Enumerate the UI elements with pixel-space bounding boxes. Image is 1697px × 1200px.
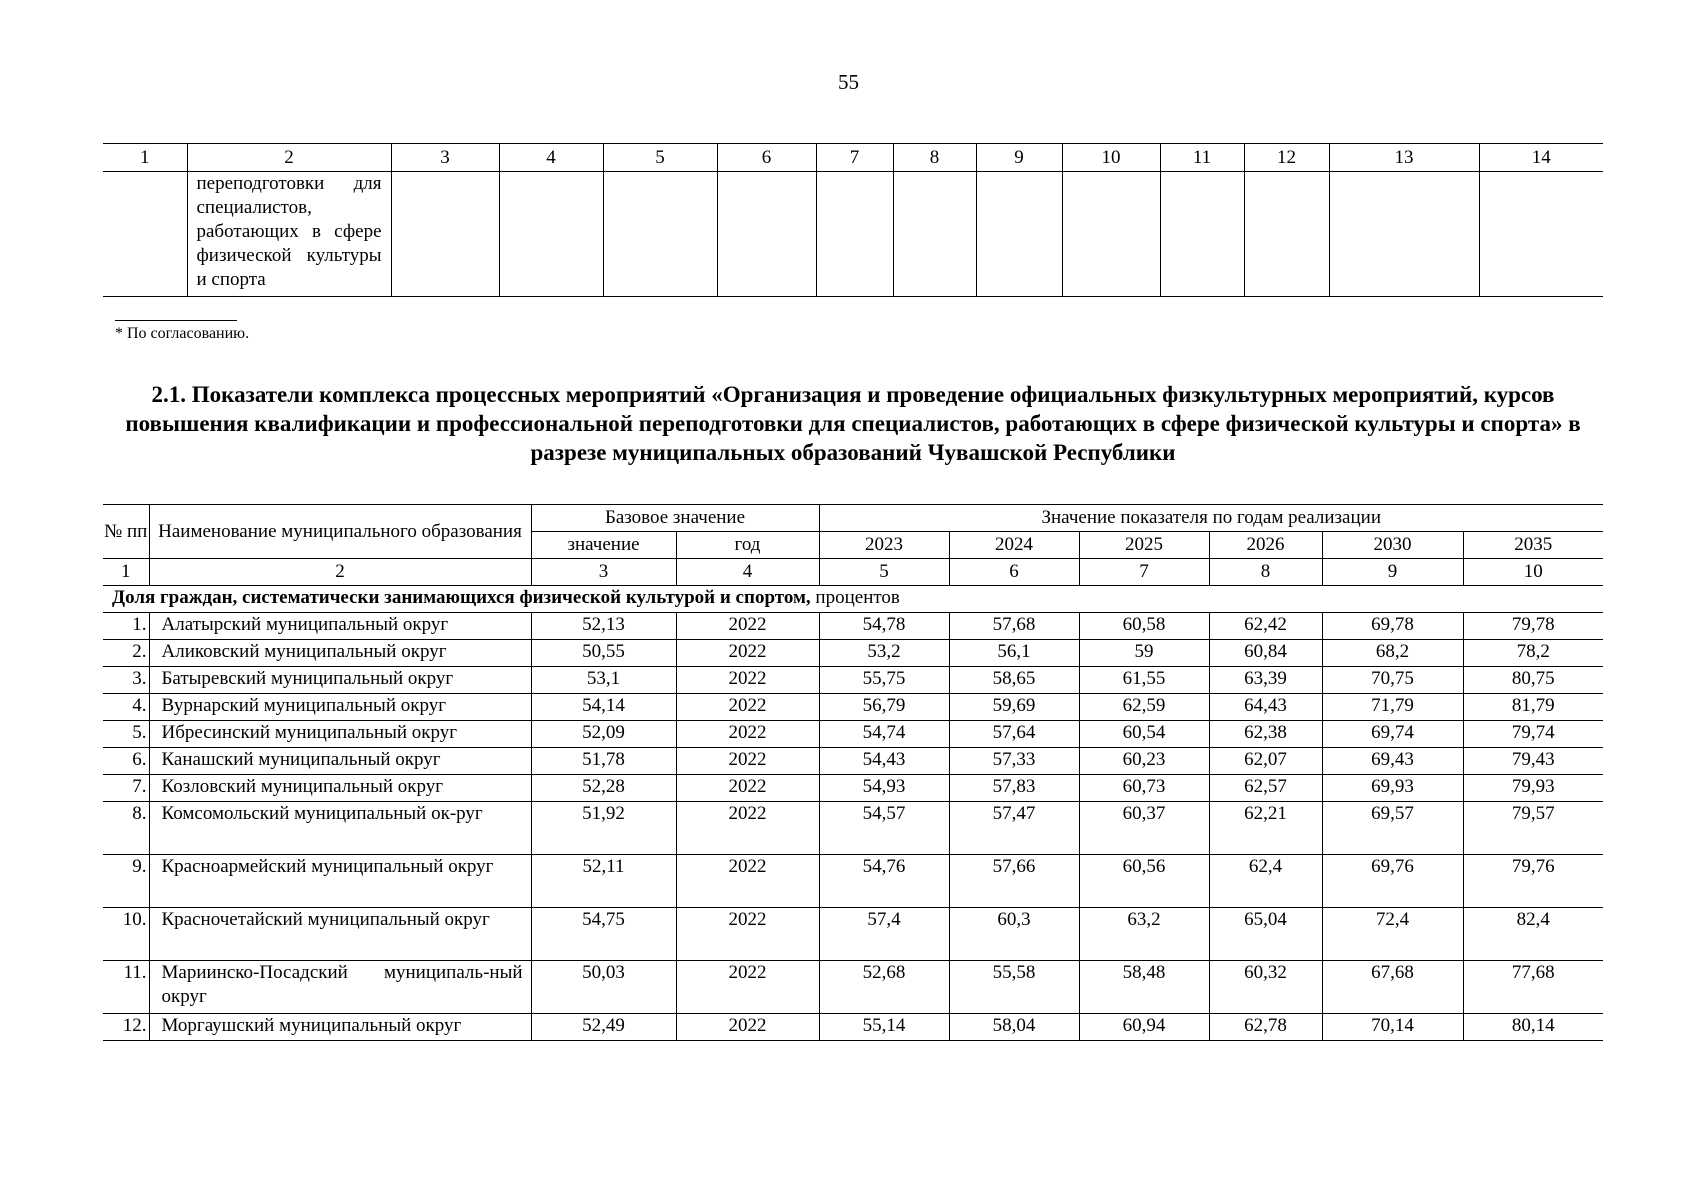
cell-y2026: 60,84	[1209, 640, 1322, 667]
cell-y2035: 81,79	[1463, 694, 1603, 721]
cell-y2026: 62,38	[1209, 721, 1322, 748]
header-year-2026: 2026	[1209, 532, 1322, 559]
indicator-unit: процентов	[810, 587, 900, 608]
cell-year: 2022	[676, 775, 819, 802]
column-number-cell: 13	[1329, 144, 1479, 172]
cell-y2030: 72,4	[1322, 908, 1463, 961]
column-number-cell: 8	[893, 144, 976, 172]
cell-value: 52,11	[531, 855, 676, 908]
section-title: 2.1. Показатели комплекса процессных мероприятий «Организация и проведение официальных физкультурных мероприятий, курсов повышения квалификации и профессиональной переподготовки для специалистов, работающих в сфере физической культуры и спорта» в разрезе муниципальных образований Чувашской Республики	[125, 382, 1581, 465]
cell-y2030: 67,68	[1322, 961, 1463, 1014]
footnote: * По согласованию.	[115, 325, 250, 342]
cell-y2024: 57,68	[949, 613, 1079, 640]
cell-y2024: 55,58	[949, 961, 1079, 1014]
column-number-cell: 1	[103, 144, 187, 172]
cell-name: Мариинско-Посадский муниципаль-ный округ	[149, 961, 531, 1014]
table-row	[103, 721, 1603, 748]
cell-y2025: 60,94	[1079, 1014, 1209, 1041]
header-name: Наименование муниципального образования	[149, 505, 531, 559]
table-row	[103, 613, 1603, 640]
cell-name: Комсомольский муниципальный ок-руг	[149, 802, 531, 855]
cell-value: 53,1	[531, 667, 676, 694]
cell-y2025: 62,59	[1079, 694, 1209, 721]
table-row	[103, 775, 1603, 802]
cell-year: 2022	[676, 667, 819, 694]
cell-y2030: 69,74	[1322, 721, 1463, 748]
cell-y2023: 56,79	[819, 694, 949, 721]
header-year-2030: 2030	[1322, 532, 1463, 559]
cell-y2023: 53,2	[819, 640, 949, 667]
cell-name: Вурнарский муниципальный округ	[149, 694, 531, 721]
cell-y2026: 62,21	[1209, 802, 1322, 855]
table-row	[103, 908, 1603, 961]
cell-y2026: 62,07	[1209, 748, 1322, 775]
cell-y2026: 63,39	[1209, 667, 1322, 694]
cell-num: 8.	[103, 802, 149, 855]
column-number-cell: 5	[603, 144, 717, 172]
cell-y2023: 54,57	[819, 802, 949, 855]
cell-year: 2022	[676, 1014, 819, 1041]
cell-num: 12.	[103, 1014, 149, 1041]
indicator-name: Доля граждан, систематически занимающихся физической культурой и спортом,	[112, 587, 811, 608]
cell-year: 2022	[676, 908, 819, 961]
cell-y2024: 56,1	[949, 640, 1079, 667]
cell-year: 2022	[676, 802, 819, 855]
header-year-2035: 2035	[1463, 532, 1603, 559]
cell-y2035: 80,14	[1463, 1014, 1603, 1041]
cell-y2025: 58,48	[1079, 961, 1209, 1014]
cell-year: 2022	[676, 721, 819, 748]
cell-y2023: 57,4	[819, 908, 949, 961]
cell-y2025: 63,2	[1079, 908, 1209, 961]
cell-y2030: 69,57	[1322, 802, 1463, 855]
cell-y2024: 60,3	[949, 908, 1079, 961]
column-number-cell: 5	[819, 559, 949, 586]
cell-y2024: 57,83	[949, 775, 1079, 802]
cell-y2024: 57,33	[949, 748, 1079, 775]
cell-y2024: 57,66	[949, 855, 1079, 908]
cell-y2023: 54,43	[819, 748, 949, 775]
cell-y2024: 58,04	[949, 1014, 1079, 1041]
cell-y2025: 60,58	[1079, 613, 1209, 640]
column-number-cell: 3	[391, 144, 499, 172]
cell-y2023: 54,74	[819, 721, 949, 748]
header-row-1	[103, 505, 1603, 532]
cell-y2026: 62,42	[1209, 613, 1322, 640]
column-number-cell: 6	[949, 559, 1079, 586]
cell-y2025: 59	[1079, 640, 1209, 667]
cell-num: 4.	[103, 694, 149, 721]
cell-num: 9.	[103, 855, 149, 908]
column-number-cell: 7	[1079, 559, 1209, 586]
cell-y2025: 61,55	[1079, 667, 1209, 694]
cell-value: 52,13	[531, 613, 676, 640]
footnote-divider	[115, 320, 237, 321]
column-number-cell: 14	[1479, 144, 1603, 172]
column-number-cell: 4	[499, 144, 603, 172]
column-number-cell: 8	[1209, 559, 1322, 586]
cell-y2035: 80,75	[1463, 667, 1603, 694]
cell-y2035: 79,78	[1463, 613, 1603, 640]
header-year-2024: 2024	[949, 532, 1079, 559]
cell-y2030: 69,78	[1322, 613, 1463, 640]
continuation-table	[103, 143, 1603, 297]
header-year-2023: 2023	[819, 532, 949, 559]
cell-value: 54,14	[531, 694, 676, 721]
cell-y2035: 79,57	[1463, 802, 1603, 855]
cell-y2026: 65,04	[1209, 908, 1322, 961]
table-row	[103, 748, 1603, 775]
cell-y2035: 79,74	[1463, 721, 1603, 748]
cell-y2035: 79,76	[1463, 855, 1603, 908]
column-number-cell: 11	[1160, 144, 1244, 172]
column-number-cell: 10	[1463, 559, 1603, 586]
cell-value: 52,09	[531, 721, 676, 748]
cell-y2023: 54,78	[819, 613, 949, 640]
column-number-cell: 6	[717, 144, 816, 172]
cell-y2030: 68,2	[1322, 640, 1463, 667]
cell-y2035: 82,4	[1463, 908, 1603, 961]
cell-y2035: 78,2	[1463, 640, 1603, 667]
cell-y2026: 60,32	[1209, 961, 1322, 1014]
cell-num: 5.	[103, 721, 149, 748]
cell-y2023: 52,68	[819, 961, 949, 1014]
indicators-table	[103, 504, 1603, 1041]
cell-value: 51,78	[531, 748, 676, 775]
cell-year: 2022	[676, 748, 819, 775]
continuation-row	[103, 172, 1603, 297]
cell-name: Ибресинский муниципальный округ	[149, 721, 531, 748]
column-number-cell: 3	[531, 559, 676, 586]
cell-year: 2022	[676, 613, 819, 640]
cell-y2024: 59,69	[949, 694, 1079, 721]
table-row	[103, 802, 1603, 855]
cell-num: 7.	[103, 775, 149, 802]
indicator-row	[103, 586, 1603, 613]
column-number-cell: 9	[1322, 559, 1463, 586]
cell-y2024: 58,65	[949, 667, 1079, 694]
cell-year: 2022	[676, 694, 819, 721]
header-base: Базовое значение	[531, 505, 819, 532]
cell-y2023: 55,75	[819, 667, 949, 694]
column-number-cell: 4	[676, 559, 819, 586]
cell-name: Красноармейский муниципальный округ	[149, 855, 531, 908]
cell-y2030: 70,75	[1322, 667, 1463, 694]
cell-value: 52,49	[531, 1014, 676, 1041]
cell-y2030: 69,93	[1322, 775, 1463, 802]
continuation-text: переподготовки для специалистов, работающих в сфере физической культуры и спорта	[187, 172, 391, 297]
column-number-cell: 12	[1244, 144, 1329, 172]
cell-value: 50,03	[531, 961, 676, 1014]
cell-y2025: 60,73	[1079, 775, 1209, 802]
cell-y2030: 69,43	[1322, 748, 1463, 775]
cell-y2035: 79,93	[1463, 775, 1603, 802]
cell-y2026: 62,78	[1209, 1014, 1322, 1041]
table-row	[103, 694, 1603, 721]
table-row	[103, 667, 1603, 694]
cell-y2025: 60,37	[1079, 802, 1209, 855]
header-years-group: Значение показателя по годам реализации	[819, 505, 1603, 532]
table-row	[103, 855, 1603, 908]
column-number-row	[103, 144, 1603, 172]
cell-y2024: 57,47	[949, 802, 1079, 855]
cell-year: 2022	[676, 855, 819, 908]
cell-num: 3.	[103, 667, 149, 694]
page-number: 55	[838, 70, 859, 94]
cell-name: Моргаушский муниципальный округ	[149, 1014, 531, 1041]
column-number-cell: 7	[816, 144, 893, 172]
cell-name: Аликовский муниципальный округ	[149, 640, 531, 667]
cell-value: 50,55	[531, 640, 676, 667]
cell-y2030: 69,76	[1322, 855, 1463, 908]
cell-num: 1.	[103, 613, 149, 640]
column-number-cell: 2	[149, 559, 531, 586]
cell-name: Батыревский муниципальный округ	[149, 667, 531, 694]
header-base-year: год	[676, 532, 819, 559]
cell-y2035: 77,68	[1463, 961, 1603, 1014]
cell-y2023: 54,93	[819, 775, 949, 802]
cell-num: 2.	[103, 640, 149, 667]
cell-year: 2022	[676, 640, 819, 667]
header-base-value: значение	[531, 532, 676, 559]
cell-year: 2022	[676, 961, 819, 1014]
header-num: № пп	[103, 505, 149, 559]
cell-value: 52,28	[531, 775, 676, 802]
cell-num: 11.	[103, 961, 149, 1014]
cell-y2026: 62,57	[1209, 775, 1322, 802]
cell-value: 51,92	[531, 802, 676, 855]
cell-name: Козловский муниципальный округ	[149, 775, 531, 802]
table-row	[103, 1014, 1603, 1041]
column-number-cell: 2	[187, 144, 391, 172]
cell-y2026: 62,4	[1209, 855, 1322, 908]
cell-name: Алатырский муниципальный округ	[149, 613, 531, 640]
cell-y2023: 55,14	[819, 1014, 949, 1041]
cell-y2023: 54,76	[819, 855, 949, 908]
column-number-cell: 9	[976, 144, 1062, 172]
column-number-row	[103, 559, 1603, 586]
cell-value: 54,75	[531, 908, 676, 961]
cell-y2026: 64,43	[1209, 694, 1322, 721]
cell-y2025: 60,56	[1079, 855, 1209, 908]
table-row	[103, 640, 1603, 667]
table-row	[103, 961, 1603, 1014]
cell-num: 6.	[103, 748, 149, 775]
cell-y2030: 70,14	[1322, 1014, 1463, 1041]
cell-y2024: 57,64	[949, 721, 1079, 748]
cell-name: Канашский муниципальный округ	[149, 748, 531, 775]
header-year-2025: 2025	[1079, 532, 1209, 559]
cell-name: Красночетайский муниципальный округ	[149, 908, 531, 961]
column-number-cell: 1	[103, 559, 149, 586]
cell-y2030: 71,79	[1322, 694, 1463, 721]
cell-y2025: 60,54	[1079, 721, 1209, 748]
cell-num: 10.	[103, 908, 149, 961]
column-number-cell: 10	[1062, 144, 1160, 172]
cell-y2035: 79,43	[1463, 748, 1603, 775]
cell-y2025: 60,23	[1079, 748, 1209, 775]
